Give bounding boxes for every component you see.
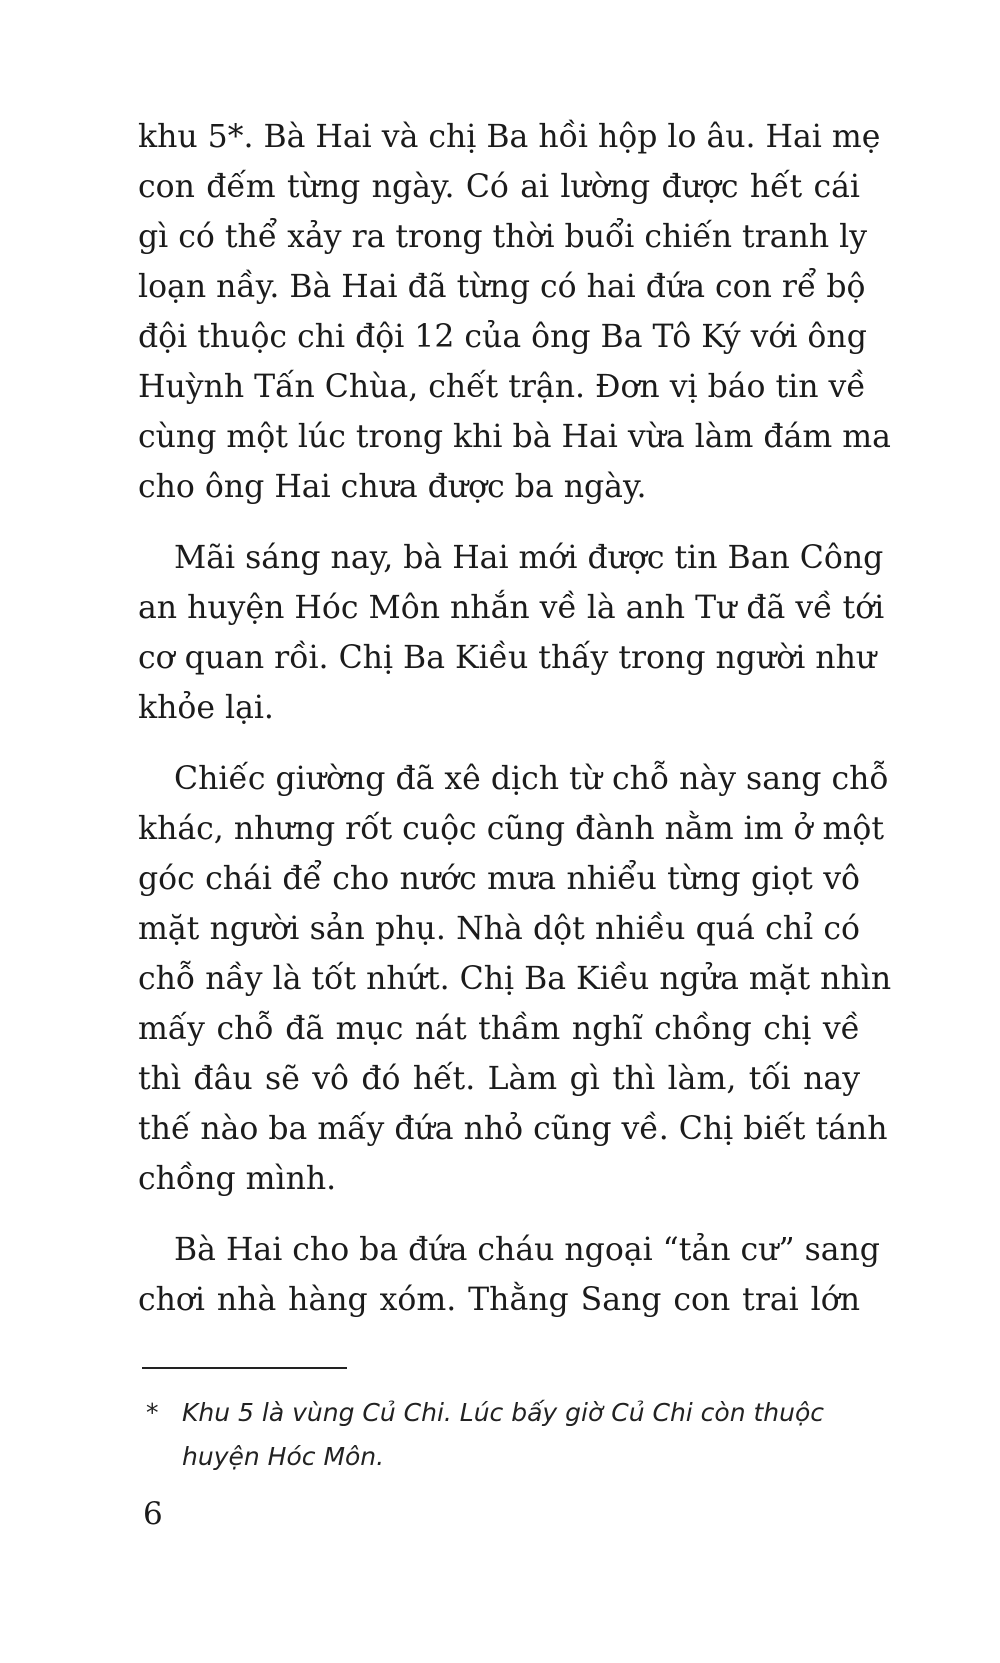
text-line: chỗ nầy là tốt nhứt. Chị Ba Kiều ngửa mặt nhìn bbox=[138, 961, 892, 997]
text-line: an huyện Hóc Môn nhắn về là anh Tư đã về tới bbox=[138, 590, 885, 626]
text-line: cùng một lúc trong khi bà Hai vừa làm đám ma bbox=[138, 419, 891, 455]
page-number: 6 bbox=[143, 1496, 163, 1532]
paragraph-2 bbox=[138, 533, 885, 733]
text-line: chồng mình. bbox=[138, 1161, 337, 1197]
text-line: loạn nầy. Bà Hai đã từng có hai đứa con rể bộ bbox=[138, 269, 866, 305]
text-line: mặt người sản phụ. Nhà dột nhiều quá chỉ có bbox=[138, 911, 860, 947]
paragraph-1 bbox=[138, 112, 891, 512]
text-line: thế nào ba mấy đứa nhỏ cũng về. Chị biết tánh bbox=[138, 1111, 888, 1147]
text-line: Bà Hai cho ba đứa cháu ngoại “tản cư” sang bbox=[174, 1232, 880, 1268]
paragraph-3 bbox=[138, 754, 892, 1204]
text-line: đội thuộc chi đội 12 của ông Ba Tô Ký với ông bbox=[138, 319, 867, 355]
text-line: gì có thể xảy ra trong thời buổi chiến tranh ly bbox=[138, 219, 868, 255]
text-line: mấy chỗ đã mục nát thầm nghĩ chồng chị về bbox=[138, 1011, 860, 1047]
text-line: cho ông Hai chưa được ba ngày. bbox=[138, 469, 647, 505]
text-line: chơi nhà hàng xóm. Thằng Sang con trai lớn bbox=[138, 1282, 860, 1318]
text-line: khu 5*. Bà Hai và chị Ba hồi hộp lo âu. Hai mẹ bbox=[138, 119, 881, 155]
text-line: góc chái để cho nước mưa nhiểu từng giọt vô bbox=[138, 861, 860, 897]
text-line: khỏe lại. bbox=[138, 690, 274, 726]
text-line: Chiếc giường đã xê dịch từ chỗ này sang chỗ bbox=[174, 761, 889, 797]
text-line: cơ quan rồi. Chị Ba Kiều thấy trong người như bbox=[138, 640, 877, 676]
text-line: khác, nhưng rốt cuộc cũng đành nằm im ở một bbox=[138, 811, 885, 847]
footnote bbox=[146, 1391, 866, 1479]
footnote-line: huyện Hóc Môn. bbox=[182, 1442, 385, 1471]
footnote-line: Khu 5 là vùng Củ Chi. Lúc bấy giờ Củ Chi còn thuộc bbox=[182, 1398, 825, 1427]
footnote-marker: * bbox=[146, 1398, 159, 1427]
text-line: Mãi sáng nay, bà Hai mới được tin Ban Công bbox=[174, 540, 884, 576]
text-line: Huỳnh Tấn Chùa, chết trận. Đơn vị báo tin về bbox=[138, 369, 866, 405]
text-line: con đếm từng ngày. Có ai lường được hết cái bbox=[138, 169, 860, 205]
footnote-divider bbox=[142, 1367, 347, 1369]
body-text bbox=[138, 112, 892, 1346]
text-line: thì đâu sẽ vô đó hết. Làm gì thì làm, tối nay bbox=[138, 1061, 860, 1097]
paragraph-4 bbox=[138, 1225, 880, 1325]
